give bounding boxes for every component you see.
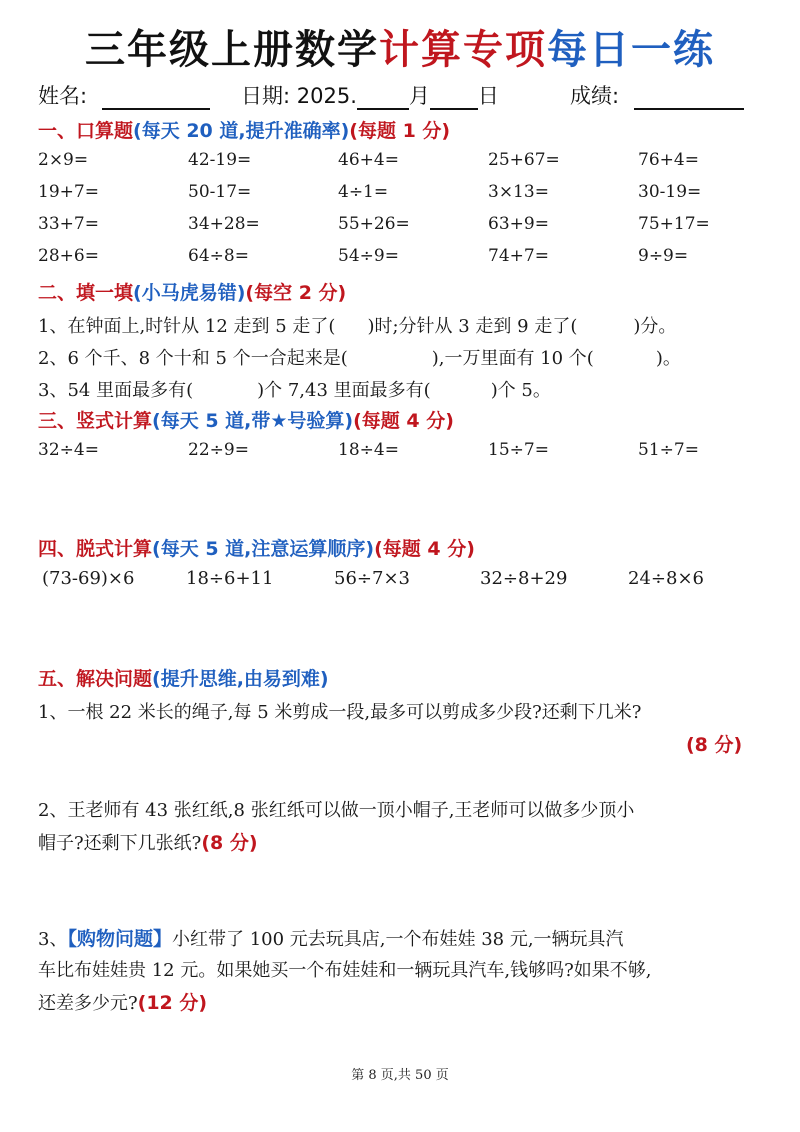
fill-text: ),一万里面有 10 个( bbox=[431, 348, 594, 369]
fill-question-2 bbox=[38, 344, 681, 370]
problem-text: 2、王老师有 43 张红纸,8 张红纸可以做一顶小帽子,王老师可以做多少顶小 bbox=[38, 800, 635, 821]
title-part-2: 计算专项 bbox=[379, 27, 547, 73]
fill-text: )。 bbox=[655, 348, 681, 369]
section-5-note: (提升思维,由易到难) bbox=[152, 668, 329, 690]
section-4-heading bbox=[38, 534, 475, 561]
oral-item: 50-17= bbox=[188, 182, 252, 202]
vertical-calc-item: 22÷9= bbox=[188, 440, 249, 460]
problem-text: 还差多少元? bbox=[38, 993, 138, 1014]
vertical-calc-item: 51÷7= bbox=[638, 440, 699, 460]
points-label: (8 分) bbox=[686, 734, 743, 756]
problem-number: 3、 bbox=[38, 929, 68, 950]
stepwise-calc-item: (73-69)×6 bbox=[42, 568, 135, 589]
oral-item: 25+67= bbox=[488, 150, 560, 170]
title-part-3: 每日一练 bbox=[547, 27, 715, 73]
student-info-line bbox=[38, 80, 768, 108]
vertical-calc-item: 18÷4= bbox=[338, 440, 399, 460]
points-label: (12 分) bbox=[137, 992, 208, 1014]
oral-item: 34+28= bbox=[188, 214, 260, 234]
oral-item: 30-19= bbox=[638, 182, 702, 202]
fill-question-1 bbox=[38, 312, 676, 338]
problem-text: 帽子?还剩下几张纸? bbox=[38, 833, 202, 854]
section-5-title: 五、解决问题 bbox=[38, 668, 153, 690]
oral-item: 76+4= bbox=[638, 150, 699, 170]
section-1-points: (每题 1 分) bbox=[349, 120, 451, 142]
name-label: 姓名: bbox=[38, 84, 88, 108]
section-5-heading bbox=[38, 664, 329, 691]
oral-item: 63+9= bbox=[488, 214, 549, 234]
stepwise-calc-row bbox=[38, 568, 758, 594]
month-blank[interactable] bbox=[357, 88, 409, 110]
oral-item: 75+17= bbox=[638, 214, 710, 234]
fill-text: )时;分针从 3 走到 9 走了( bbox=[367, 316, 578, 337]
oral-item: 64÷8= bbox=[188, 246, 249, 266]
points-label: (8 分) bbox=[201, 832, 258, 854]
fill-text: 1、在钟面上,时针从 12 走到 5 走了( bbox=[38, 316, 336, 337]
problem-text: 1、一根 22 米长的绳子,每 5 米剪成一段,最多可以剪成多少段?还剩下几米? bbox=[38, 702, 642, 723]
stepwise-calc-item: 32÷8+29 bbox=[480, 568, 568, 589]
stepwise-calc-item: 18÷6+11 bbox=[186, 568, 274, 589]
word-problem-3 bbox=[38, 924, 624, 951]
problem-1-points bbox=[686, 730, 742, 757]
oral-item: 19+7= bbox=[38, 182, 99, 202]
section-1-note: (每天 20 道,提升准确率) bbox=[133, 120, 350, 142]
name-blank[interactable] bbox=[102, 88, 210, 110]
problem-text: 车比布娃娃贵 12 元。如果她买一个布娃娃和一辆玩具汽车,钱够吗?如果不够, bbox=[38, 960, 652, 981]
word-problem-1 bbox=[38, 698, 641, 724]
problem-tag: 【购物问题】 bbox=[67, 928, 172, 950]
section-2-heading bbox=[38, 278, 346, 305]
oral-item: 46+4= bbox=[338, 150, 399, 170]
fill-text: )个 7,43 里面最多有( bbox=[257, 380, 431, 401]
section-2-title: 二、填一填 bbox=[38, 282, 134, 304]
fill-text: )分。 bbox=[633, 316, 677, 337]
page-title bbox=[0, 18, 800, 75]
day-blank[interactable] bbox=[430, 88, 478, 110]
problem-text: 小红带了 100 元去玩具店,一个布娃娃 38 元,一辆玩具汽 bbox=[171, 929, 624, 950]
oral-item: 54÷9= bbox=[338, 246, 399, 266]
word-problem-2-cont bbox=[38, 828, 258, 855]
date-label: 日期: 2025. bbox=[241, 84, 357, 108]
section-3-note: (每天 5 道,带★号验算) bbox=[152, 410, 354, 432]
vertical-calc-item: 32÷4= bbox=[38, 440, 99, 460]
oral-row bbox=[38, 214, 758, 240]
oral-item: 9÷9= bbox=[638, 246, 689, 266]
fill-question-3 bbox=[38, 376, 551, 402]
section-4-note: (每天 5 道,注意运算顺序) bbox=[152, 538, 375, 560]
section-4-points: (每题 4 分) bbox=[374, 538, 475, 560]
oral-item: 33+7= bbox=[38, 214, 99, 234]
month-label: 月 bbox=[408, 84, 430, 108]
section-1-heading bbox=[38, 116, 450, 143]
oral-item: 55+26= bbox=[338, 214, 410, 234]
section-3-points: (每题 4 分) bbox=[353, 410, 454, 432]
oral-item: 4÷1= bbox=[338, 182, 389, 202]
score-field[interactable] bbox=[570, 80, 744, 110]
oral-row bbox=[38, 182, 758, 208]
word-problem-3-cont bbox=[38, 956, 651, 982]
vertical-calc-row bbox=[38, 440, 758, 466]
score-label: 成绩: bbox=[570, 84, 620, 108]
word-problem-3-cont bbox=[38, 988, 207, 1015]
fill-text: 2、6 个千、8 个十和 5 个一合起来是( bbox=[38, 348, 348, 369]
oral-item: 3×13= bbox=[488, 182, 549, 202]
title-part-1: 三年级上册数学 bbox=[85, 27, 379, 73]
oral-item: 74+7= bbox=[488, 246, 549, 266]
oral-item: 42-19= bbox=[188, 150, 252, 170]
word-problem-2 bbox=[38, 796, 634, 822]
oral-row bbox=[38, 150, 758, 176]
section-2-points: (每空 2 分) bbox=[245, 282, 347, 304]
oral-item: 28+6= bbox=[38, 246, 99, 266]
name-field[interactable] bbox=[38, 80, 210, 110]
section-4-title: 四、脱式计算 bbox=[38, 538, 153, 560]
oral-row bbox=[38, 246, 758, 272]
page-number: 第 8 页,共 50 页 bbox=[351, 1068, 449, 1083]
fill-text: )个 5。 bbox=[490, 380, 551, 401]
oral-item: 2×9= bbox=[38, 150, 89, 170]
stepwise-calc-item: 24÷8×6 bbox=[628, 568, 704, 589]
fill-text: 3、54 里面最多有( bbox=[38, 380, 194, 401]
vertical-calc-item: 15÷7= bbox=[488, 440, 549, 460]
date-field[interactable] bbox=[241, 80, 499, 110]
section-3-title: 三、竖式计算 bbox=[38, 410, 153, 432]
section-3-heading bbox=[38, 406, 454, 433]
stepwise-calc-item: 56÷7×3 bbox=[334, 568, 410, 589]
score-blank[interactable] bbox=[634, 88, 744, 110]
section-1-title: 一、口算题 bbox=[38, 120, 134, 142]
section-2-note: (小马虎易错) bbox=[133, 282, 246, 304]
day-label: 日 bbox=[477, 84, 499, 108]
